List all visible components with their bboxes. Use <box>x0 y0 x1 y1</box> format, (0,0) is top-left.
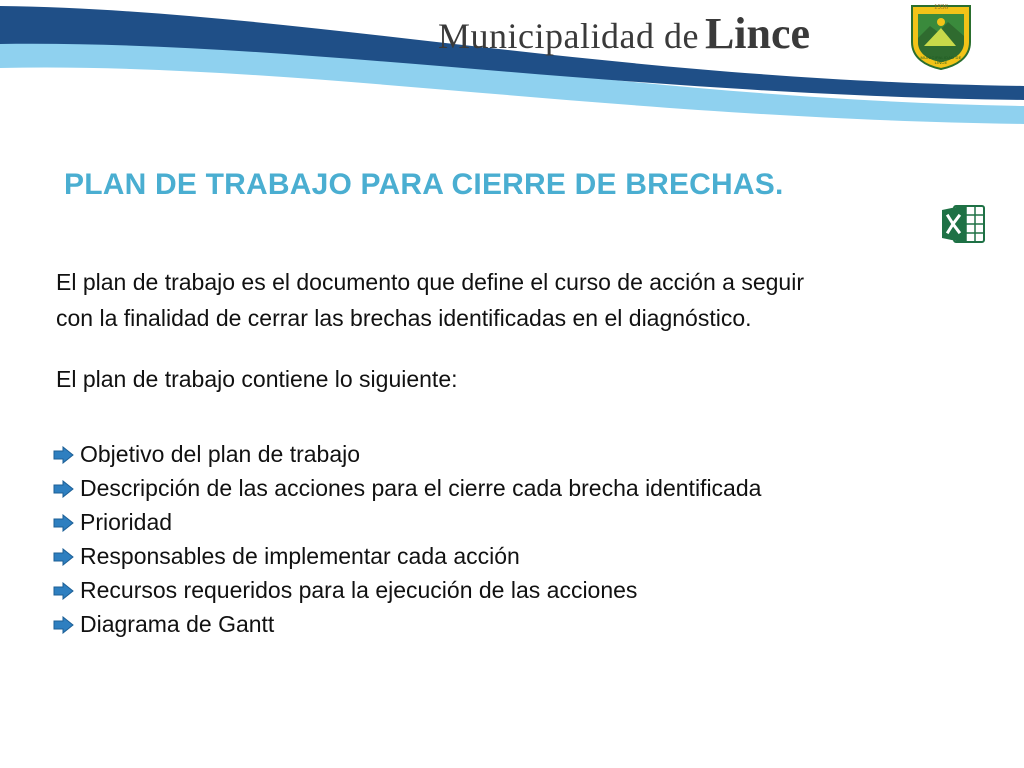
intro-line-2: con la finalidad de cerrar las brechas identificadas en el diagnóstico. <box>56 305 752 331</box>
list-item <box>52 539 761 573</box>
bullet-text: Descripción de las acciones para el cierre cada brecha identificada <box>80 475 762 501</box>
municipal-seal-icon <box>908 2 974 70</box>
contains-label: El plan de trabajo contiene lo siguiente: <box>56 366 458 392</box>
list-item <box>52 471 761 505</box>
arrow-right-icon <box>52 480 74 498</box>
arrow-right-icon <box>52 548 74 566</box>
arrow-right-icon <box>52 616 74 634</box>
intro-line-1: El plan de trabajo es el documento que define el curso de acción a seguir <box>56 269 804 295</box>
list-item <box>52 607 761 641</box>
arrow-right-icon <box>52 582 74 600</box>
slide-body <box>56 264 956 397</box>
bullet-text: Recursos requeridos para la ejecución de las acciones <box>80 577 638 603</box>
seal-caption: MUNICIPALIDAD DE LINCE <box>920 55 962 65</box>
bullet-text: Diagrama de Gantt <box>80 611 275 637</box>
slide-title: PLAN DE TRABAJO PARA CIERRE DE BRECHAS. <box>64 168 784 201</box>
municipality-brand <box>438 8 810 59</box>
list-item <box>52 573 761 607</box>
list-item <box>52 437 761 471</box>
brand-name: Lince <box>704 9 811 58</box>
bullet-text: Responsables de implementar cada acción <box>80 543 520 569</box>
arrow-right-icon <box>52 446 74 464</box>
bullet-text: Objetivo del plan de trabajo <box>80 441 361 467</box>
arrow-right-icon <box>52 514 74 532</box>
list-item <box>52 505 761 539</box>
excel-file-icon[interactable] <box>940 202 986 246</box>
bullet-text: Prioridad <box>80 509 173 535</box>
brand-prefix: Municipalidad de <box>438 16 699 56</box>
seal-year: 1936 <box>934 3 948 11</box>
contents-list <box>52 437 761 641</box>
